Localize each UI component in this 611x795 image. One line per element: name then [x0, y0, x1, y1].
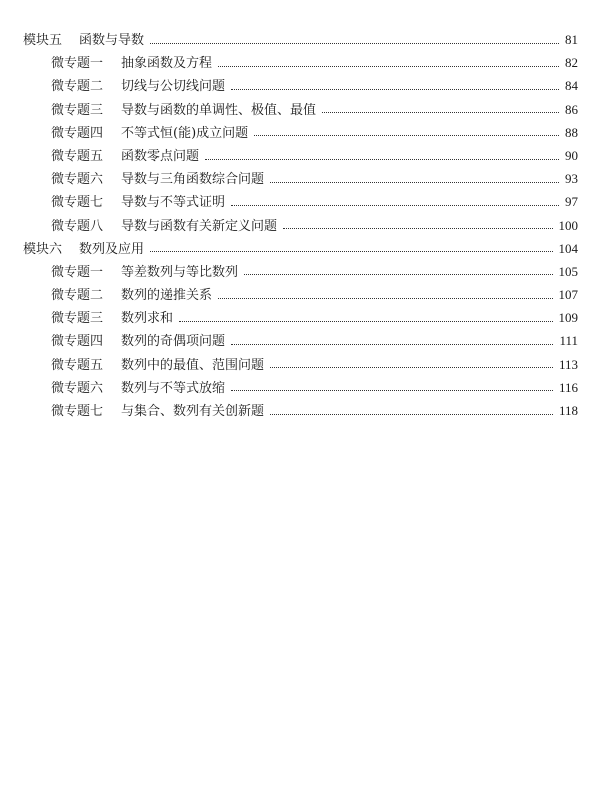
toc-entry-label: 微专题四 [51, 125, 104, 141]
toc-entry-row[interactable] [23, 121, 578, 144]
toc-entry-title: 函数零点问题 [121, 148, 200, 164]
dot-leader [150, 42, 559, 44]
toc-entry-row[interactable] [23, 376, 578, 399]
toc-page-number: 116 [558, 379, 578, 395]
toc-entry-row[interactable] [23, 329, 578, 352]
dot-leader [254, 134, 559, 136]
toc-entry-row[interactable] [23, 190, 578, 213]
toc-page-number: 107 [558, 287, 578, 303]
toc-entry-row[interactable] [23, 214, 578, 237]
dot-leader [270, 181, 559, 183]
dot-leader [218, 65, 559, 67]
toc-page-number: 81 [565, 32, 578, 47]
toc-entry-title: 不等式恒(能)成立问题 [121, 125, 249, 141]
toc-entry-label: 微专题四 [51, 334, 104, 350]
toc-entry-title: 导数与函数的单调性、极值、最值 [121, 102, 317, 118]
dot-leader [205, 158, 559, 160]
toc-entry-row[interactable] [23, 283, 578, 306]
toc-entry-title: 切线与公切线问题 [121, 79, 226, 95]
toc-entry-label: 微专题二 [51, 79, 104, 95]
dot-leader [150, 250, 552, 252]
toc-entry-row[interactable] [23, 51, 578, 74]
toc-entry-title: 数列中的最值、范围问题 [121, 357, 265, 373]
toc-entry-label: 微专题一 [51, 56, 104, 72]
toc-page-number: 118 [558, 403, 578, 418]
toc-module-title: 函数与导数 [79, 33, 145, 48]
dot-leader [231, 88, 559, 90]
toc-entry-title: 数列与不等式放缩 [121, 380, 226, 396]
toc-page-number: 88 [565, 124, 578, 140]
dot-leader [218, 297, 552, 299]
toc-entry-label: 微专题八 [51, 218, 104, 234]
toc-entry-label: 微专题三 [51, 102, 104, 118]
table-of-contents [23, 28, 578, 422]
toc-module-row[interactable] [23, 28, 578, 51]
toc-entry-title: 数列的奇偶项问题 [121, 334, 226, 350]
toc-entry-row[interactable] [23, 399, 578, 422]
dot-leader [283, 227, 552, 229]
toc-page-number: 111 [559, 333, 578, 349]
toc-module-label: 模块六 [23, 241, 63, 257]
toc-entry-label: 微专题一 [51, 264, 104, 280]
toc-page-number: 82 [565, 55, 578, 71]
toc-entry-label: 微专题五 [51, 148, 104, 164]
toc-entry-row[interactable] [23, 306, 578, 329]
toc-entry-title: 等差数列与等比数列 [121, 264, 239, 280]
toc-entry-title: 抽象函数及方程 [121, 56, 213, 72]
toc-page-number: 93 [565, 171, 578, 187]
toc-entry-title: 数列求和 [121, 311, 174, 327]
dot-leader [244, 273, 552, 275]
toc-module-row[interactable] [23, 237, 578, 260]
toc-page-number: 97 [565, 194, 578, 210]
dot-leader [270, 413, 553, 415]
toc-page-number: 104 [558, 240, 578, 256]
toc-entry-label: 微专题六 [51, 172, 104, 188]
toc-page-number: 90 [565, 147, 578, 163]
toc-entry-title: 导数与函数有关新定义问题 [121, 218, 278, 234]
toc-page-number: 105 [558, 263, 578, 279]
dot-leader [231, 204, 559, 206]
toc-entry-title: 数列的递推关系 [121, 288, 213, 304]
toc-entry-label: 微专题七 [51, 195, 104, 211]
toc-entry-row[interactable] [23, 260, 578, 283]
toc-module-label: 模块五 [23, 33, 63, 48]
dot-leader [270, 366, 553, 368]
toc-entry-label: 微专题三 [51, 311, 104, 327]
toc-page-number: 113 [558, 356, 578, 372]
toc-entry-title: 导数与不等式证明 [121, 195, 226, 211]
toc-entry-row[interactable] [23, 98, 578, 121]
toc-module-title: 数列及应用 [79, 241, 145, 257]
toc-page-number: 100 [558, 217, 578, 233]
dot-leader [231, 389, 553, 391]
toc-entry-label: 微专题二 [51, 288, 104, 304]
toc-entry-title: 与集合、数列有关创新题 [121, 404, 265, 419]
toc-entry-row[interactable] [23, 353, 578, 376]
toc-page-number: 86 [565, 101, 578, 117]
toc-page-number: 84 [565, 78, 578, 94]
toc-entry-label: 微专题六 [51, 380, 104, 396]
toc-entry-label: 微专题七 [51, 404, 104, 419]
toc-entry-label: 微专题五 [51, 357, 104, 373]
toc-page-number: 109 [558, 310, 578, 326]
dot-leader [179, 320, 552, 322]
toc-entry-row[interactable] [23, 74, 578, 97]
toc-entry-row[interactable] [23, 167, 578, 190]
toc-entry-row[interactable] [23, 144, 578, 167]
toc-entry-title: 导数与三角函数综合问题 [121, 172, 265, 188]
dot-leader [231, 343, 553, 345]
dot-leader [322, 111, 559, 113]
